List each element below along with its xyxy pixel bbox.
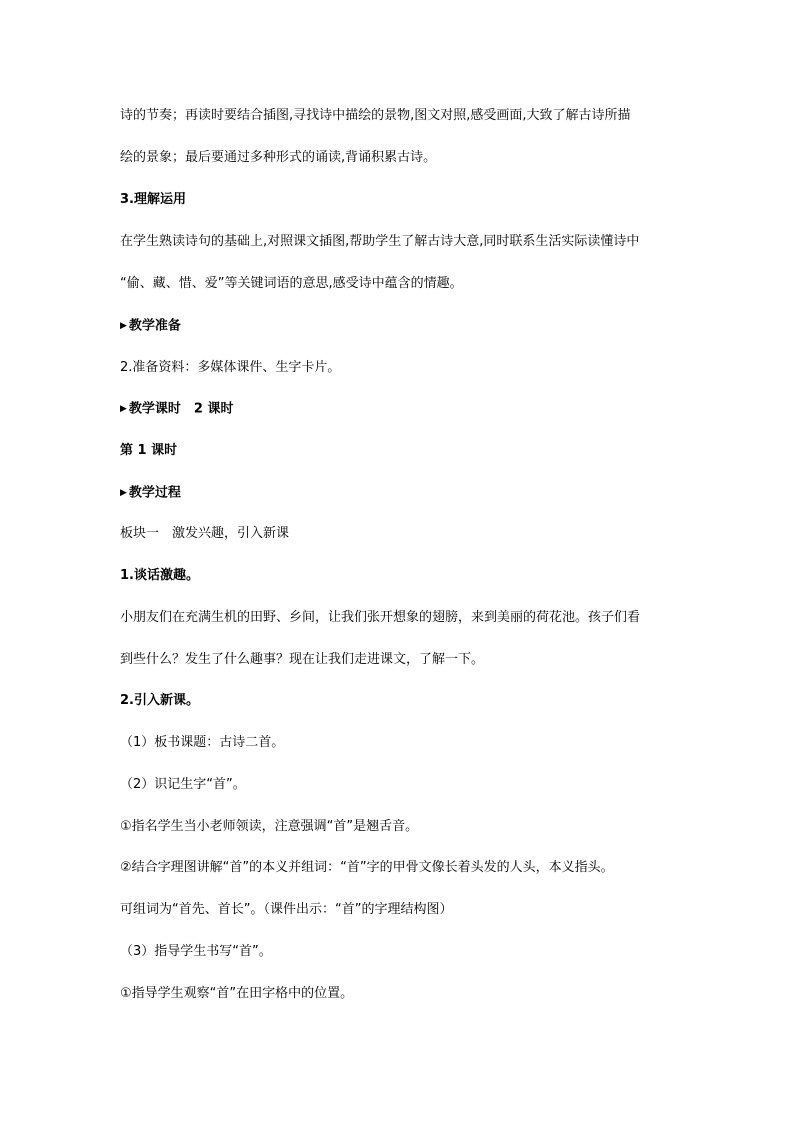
section-heading — [120, 400, 680, 419]
section-heading — [120, 317, 680, 336]
paragraph-line: 到些什么？发生了什么趣事？现在让我们走进课文，了解一下。 — [120, 652, 485, 667]
paragraph-line: 可组词为“首先、首长”。（课件出示：“首”的字理结构图） — [120, 902, 453, 917]
paragraph-line: （2）识记生字“首”。 — [120, 777, 246, 792]
paragraph-line: 小朋友们在充满生机的田野、乡间，让我们张开想象的翅膀，来到美丽的荷花池。孩子们看 — [120, 610, 641, 625]
paragraph-line: （3）指导学生书写“首”。 — [120, 944, 272, 959]
triangle-bullet-icon: ▶ — [120, 488, 127, 498]
paragraph-line: （1）板书课题：古诗二首。 — [120, 735, 285, 750]
section-heading: 2.引入新课。 — [120, 693, 199, 708]
section-heading — [120, 484, 680, 503]
paragraph-line: 绘的景象；最后要通过多种形式的诵读,背诵积累古诗。 — [120, 150, 437, 165]
heading-text: 教学课时 2 课时 — [128, 401, 234, 417]
paragraph-line: 板块一 激发兴趣，引入新课 — [120, 526, 290, 541]
triangle-bullet-icon: ▶ — [120, 321, 127, 331]
paragraph-line: ②结合字理图讲解“首”的本义并组词：“首”字的甲骨文像长着头发的人头，本义指头。 — [120, 860, 614, 875]
section-heading: 3.理解运用 — [120, 192, 186, 207]
section-heading: 第 1 课时 — [120, 443, 178, 458]
section-heading: 1.谈话激趣。 — [120, 568, 199, 583]
paragraph-line: ①指名学生当小老师领读，注意强调“首”是翘舌音。 — [120, 819, 419, 834]
paragraph-line: “偷、藏、惜、爱”等关键词语的意思,感受诗中蕴含的情趣。 — [120, 276, 463, 291]
heading-text: 教学准备 — [128, 318, 181, 334]
triangle-bullet-icon: ▶ — [120, 404, 127, 414]
heading-text: 教学过程 — [128, 485, 181, 501]
paragraph-line: ①指导学生观察“首”在田字格中的位置。 — [120, 986, 354, 1001]
paragraph-line: 2.准备资料：多媒体课件、生字卡片。 — [120, 360, 341, 375]
paragraph-line: 诗的节奏；再读时要结合插图,寻找诗中描绘的景物,图文对照,感受画面,大致了解古诗所描 — [120, 108, 631, 123]
paragraph-line: 在学生熟读诗句的基础上,对照课文插图,帮助学生了解古诗大意,同时联系生活实际读懂诗中 — [120, 234, 640, 249]
